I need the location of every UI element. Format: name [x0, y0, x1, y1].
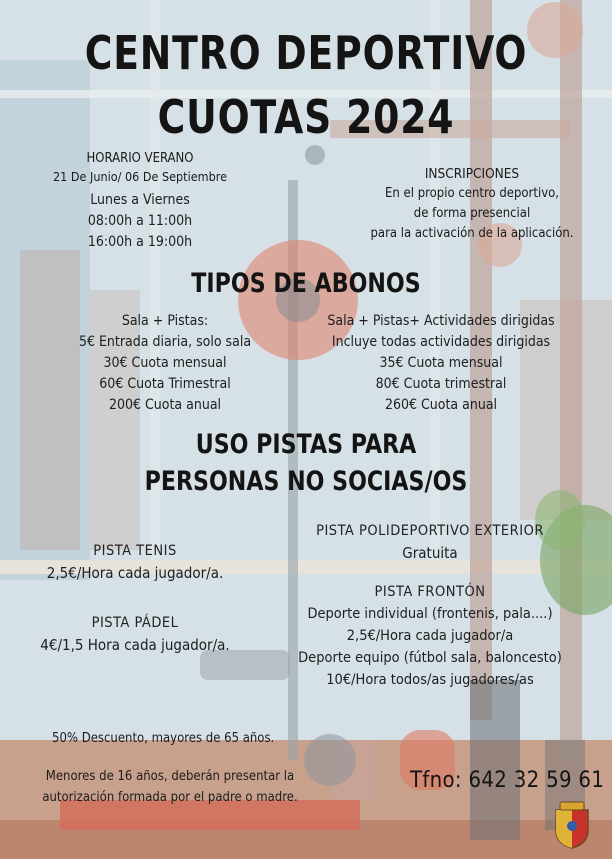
menores-line-2: autorización formada por el padre o madre. [42, 790, 298, 805]
fronton-line: Deporte individual (frontenis, pala....) [307, 606, 553, 622]
inscripciones-heading: INSCRIPCIONES [424, 166, 520, 182]
tenis-block [20, 540, 250, 584]
abono-right-line: 260€ Cuota anual [384, 397, 498, 413]
inscripciones-line-1: En el propio centro deportivo, [385, 186, 559, 201]
menores-line-1: Menores de 16 años, deberán presentar la [45, 769, 295, 784]
abono-left-line: 60€ Cuota Trimestral [99, 376, 231, 392]
horario-block [40, 150, 240, 253]
abono-right-line: 35€ Cuota mensual [379, 355, 503, 371]
municipal-crest-icon [550, 800, 594, 850]
abono-right-line: Sala + Pistas+ Actividades dirigidas [327, 313, 555, 329]
padel-block [20, 612, 250, 656]
abono-left-line: 30€ Cuota mensual [103, 355, 227, 371]
padel-price: 4€/1,5 Hora cada jugador/a. [40, 636, 230, 654]
horario-slot-afternoon: 16:00h a 19:00h [87, 234, 193, 250]
descuento-note: 50% Descuento, mayores de 65 años. [52, 731, 275, 746]
abono-right-line: Incluye todas actividades dirigidas [331, 334, 551, 350]
fronton-line: 2,5€/Hora cada jugador/a [346, 628, 514, 644]
inscripciones-line-2: de forma presencial [413, 206, 531, 221]
abono-sala-pistas [40, 311, 290, 416]
uso-heading-line-2: PERSONAS NO SOCIAS/OS [144, 466, 468, 497]
inscripciones-line-3: para la activación de la aplicación. [370, 226, 574, 241]
fronton-heading: PISTA FRONTÓN [374, 584, 486, 600]
fronton-block [262, 581, 598, 691]
abono-right-line: 80€ Cuota trimestral [375, 376, 507, 392]
telefono: Tfno: 642 32 59 61 [410, 768, 605, 793]
horario-dates: 21 De Junio/ 06 De Septiembre [52, 169, 228, 184]
horario-slot-morning: 08:00h a 11:00h [87, 213, 193, 229]
horario-days: Lunes a Viernes [90, 192, 190, 208]
title-line-2: CUOTAS 2024 [157, 90, 455, 144]
horario-heading: HORARIO VERANO [86, 151, 194, 166]
inscripciones-block [352, 164, 592, 244]
polideportivo-heading: PISTA POLIDEPORTIVO EXTERIOR [316, 523, 544, 539]
abono-sala-pistas-actividades [300, 311, 582, 416]
fronton-line: Deporte equipo (fútbol sala, baloncesto) [298, 650, 562, 666]
tenis-heading: PISTA TENIS [93, 543, 177, 559]
abono-left-line: 200€ Cuota anual [108, 397, 222, 413]
abono-left-line: 5€ Entrada diaria, solo sala [78, 334, 252, 350]
uso-heading-line-1: USO PISTAS PARA [195, 429, 417, 460]
abono-left-line: Sala + Pistas: [121, 313, 209, 329]
abonos-heading: TIPOS DE ABONOS [191, 268, 421, 299]
fronton-line: 10€/Hora todos/as jugadores/as [326, 672, 534, 688]
tenis-price: 2,5€/Hora cada jugador/a. [46, 564, 224, 582]
padel-heading: PISTA PÁDEL [91, 615, 179, 631]
menores-note [20, 766, 320, 808]
polideportivo-block [280, 520, 580, 564]
polideportivo-price: Gratuita [402, 544, 458, 562]
title-line-1: CENTRO DEPORTIVO [84, 26, 528, 80]
